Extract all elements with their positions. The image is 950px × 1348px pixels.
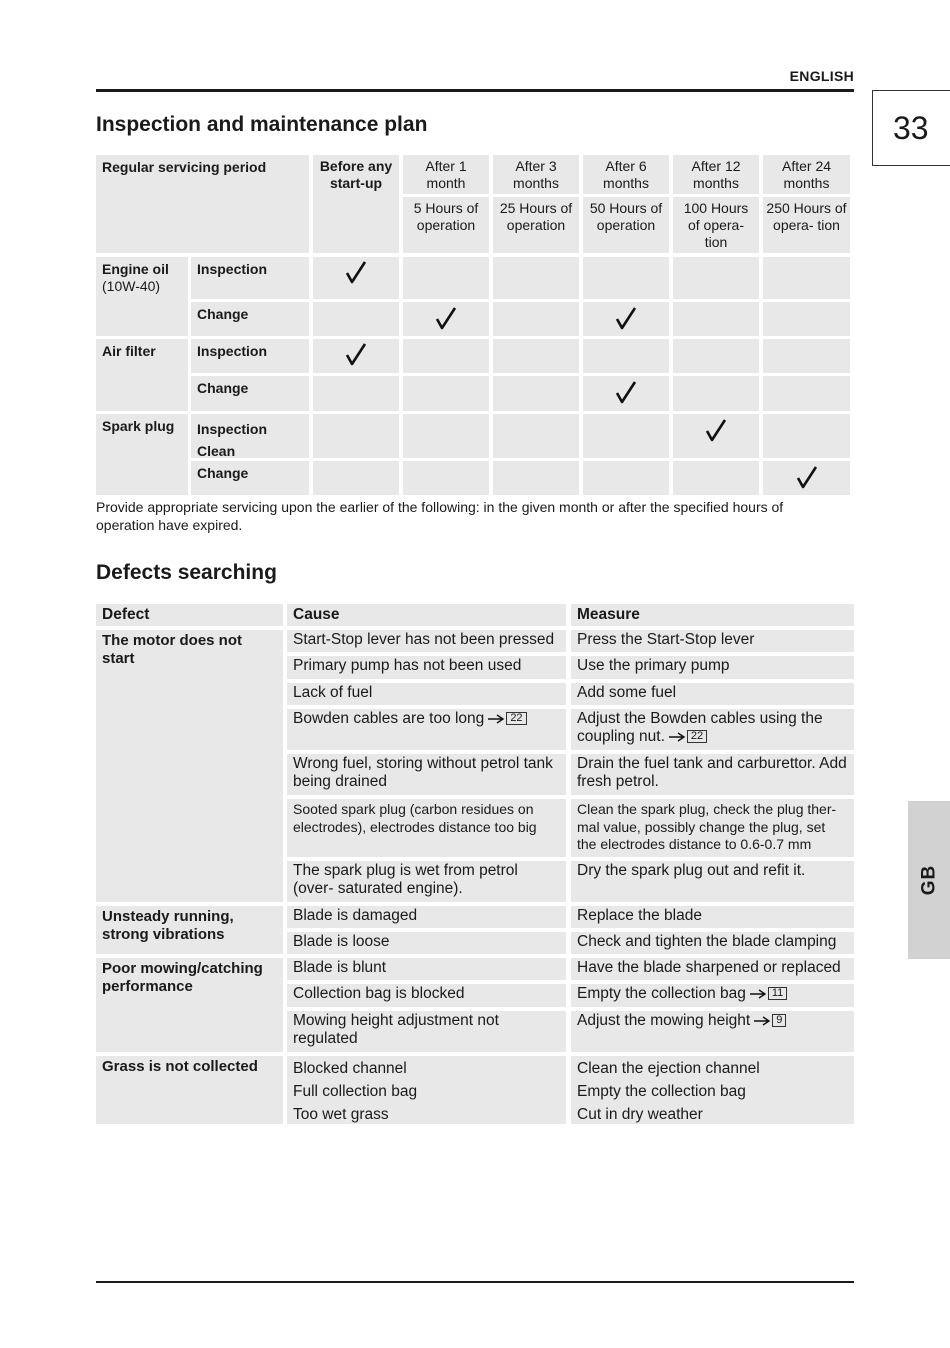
cause-cell: The spark plug is wet from petrol (over- saturated engine). [287,861,566,902]
item-engine-oil [96,257,188,336]
cause-cell: Blade is blunt [287,958,566,980]
check-cell [763,461,850,495]
cause-line: Too wet grass [293,1106,389,1123]
check-mark-icon [345,342,367,366]
cause-cell: Start-Stop lever has not been pressed [287,630,566,652]
page-reference [668,730,707,743]
cause-line: Blocked channel [293,1060,407,1077]
defect-group: Grass is not collected [96,1056,283,1124]
arrow-right-icon [749,989,767,999]
measure-text: Adjust the mowing height [577,1012,751,1029]
measure-header: Measure [571,604,854,626]
month-header: After 12 months [673,155,759,194]
empty-cell [493,376,579,411]
measure-cell: Use the primary pump [571,656,854,679]
measure-cell: Have the blade sharpened or replaced [571,958,854,980]
cause-cell: Sooted spark plug (carbon residues on electrodes), electrodes distance too big [287,799,566,857]
action-label: Change [191,302,309,336]
item-spark-plug [96,414,188,495]
check-mark-icon [796,465,818,489]
hours-header: 100 Hours of opera- tion [673,197,759,253]
measure-line: Cut in dry weather [577,1106,703,1123]
empty-cell [673,461,759,495]
measure-cell: Press the Start-Stop lever [571,630,854,652]
page-number: 33 [872,90,950,166]
month-header: After 24 months [763,155,850,194]
empty-cell [493,414,579,458]
hours-header: 25 Hours of operation [493,197,579,253]
measure-line: Empty the collection bag [577,1083,746,1100]
empty-cell [493,257,579,299]
item-name: Spark plug [102,418,175,434]
language-label: ENGLISH [789,68,854,84]
empty-cell [313,461,399,495]
measure-cell: Clean the spark plug, check the plug ther- mal value, possibly change the plug, set the electrodes distance to 0.6-0.7 mm [571,799,854,857]
cause-cell: Wrong fuel, storing without petrol tank being drained [287,754,566,795]
empty-cell [313,302,399,336]
measure-text: Adjust the Bowden cables using the coupling nut. [577,710,823,745]
defect-header: Defect [96,604,283,626]
page-reference [749,987,787,1000]
measure-cell [571,1011,854,1052]
empty-cell [583,339,669,373]
action-inspection: Inspection [197,421,268,437]
maintenance-title: Inspection and maintenance plan [96,113,428,136]
item-name: Engine oil [102,261,169,277]
empty-cell [673,376,759,411]
empty-cell [763,376,850,411]
cause-cell: Lack of fuel [287,683,566,705]
arrow-right-icon [668,732,686,742]
month-header: After 6 months [583,155,669,194]
empty-cell [403,376,489,411]
check-mark-icon [705,418,727,442]
page-ref-number: 11 [768,987,787,1000]
cause-header: Cause [287,604,566,626]
defect-group: Poor mowing/catching performance [96,958,283,1052]
empty-cell [493,339,579,373]
empty-cell [583,257,669,299]
hours-header: 50 Hours of operation [583,197,669,253]
cause-line: Full collection bag [293,1083,418,1100]
check-mark-icon [345,260,367,284]
measure-cell: Replace the blade [571,906,854,928]
defects-title: Defects searching [96,561,277,584]
empty-cell [403,257,489,299]
top-rule [96,89,854,92]
bottom-rule [96,1281,854,1283]
measure-text: Empty the collection bag [577,985,746,1002]
check-cell [583,376,669,411]
check-mark-icon [435,306,457,330]
action-label: Inspection [191,339,309,373]
cause-cell [287,1056,566,1124]
check-cell [313,339,399,373]
defect-group: Unsteady running, strong vibrations [96,906,283,954]
action-label [191,414,309,458]
page-ref-number: 9 [772,1014,786,1027]
empty-cell [583,461,669,495]
empty-cell [583,414,669,458]
page-reference [753,1014,786,1027]
measure-cell: Check and tighten the blade clamping [571,932,854,954]
hours-header: 250 Hours of opera- tion [763,197,850,253]
measure-line: Clean the ejection channel [577,1060,760,1077]
measure-cell [571,984,854,1007]
arrow-right-icon [753,1016,771,1026]
cause-cell: Primary pump has not been used [287,656,566,679]
action-label: Change [191,376,309,411]
page-reference [487,712,526,725]
check-mark-icon [615,306,637,330]
empty-cell [313,376,399,411]
cause-cell: Blade is damaged [287,906,566,928]
empty-cell [763,257,850,299]
language-side-tab [908,801,950,959]
empty-cell [763,339,850,373]
cause-cell [287,709,566,750]
check-cell [673,414,759,458]
month-header: After 1 month [403,155,489,194]
cause-cell: Mowing height adjustment not regulated [287,1011,566,1052]
check-cell [583,302,669,336]
before-startup-header: Before any start-up [313,155,399,253]
item-air-filter [96,339,188,411]
check-cell [313,257,399,299]
empty-cell [493,302,579,336]
empty-cell [673,257,759,299]
empty-cell [403,339,489,373]
empty-cell [403,461,489,495]
action-label: Change [191,461,309,495]
cause-cell: Blade is loose [287,932,566,954]
servicing-note: Provide appropriate servicing upon the earlier of the following: in the given month or after the specified hours of operation have expired. [96,499,784,533]
arrow-right-icon [487,714,505,724]
check-mark-icon [615,380,637,404]
check-cell [403,302,489,336]
measure-cell: Drain the fuel tank and carburettor. Add fresh petrol. [571,754,854,795]
month-header: After 3 months [493,155,579,194]
measure-cell: Add some fuel [571,683,854,705]
measure-cell [571,709,854,750]
action-label: Inspection [191,257,309,299]
hours-header: 5 Hours of operation [403,197,489,253]
measure-cell: Dry the spark plug out and refit it. [571,861,854,902]
empty-cell [493,461,579,495]
empty-cell [313,414,399,458]
side-tab-label: GB [918,864,939,896]
action-clean: Clean [197,443,236,459]
page-ref-number: 22 [687,730,707,743]
empty-cell [673,302,759,336]
measure-cell [571,1056,854,1124]
empty-cell [763,414,850,458]
cause-text: Bowden cables are too long [293,710,485,727]
empty-cell [403,414,489,458]
cause-cell: Collection bag is blocked [287,984,566,1007]
period-header: Regular servicing period [96,155,309,253]
empty-cell [763,302,850,336]
defect-group: The motor does not start [96,630,283,902]
item-name: Air filter [102,343,156,359]
empty-cell [673,339,759,373]
item-spec: (10W-40) [102,278,161,294]
page-ref-number: 22 [506,712,526,725]
